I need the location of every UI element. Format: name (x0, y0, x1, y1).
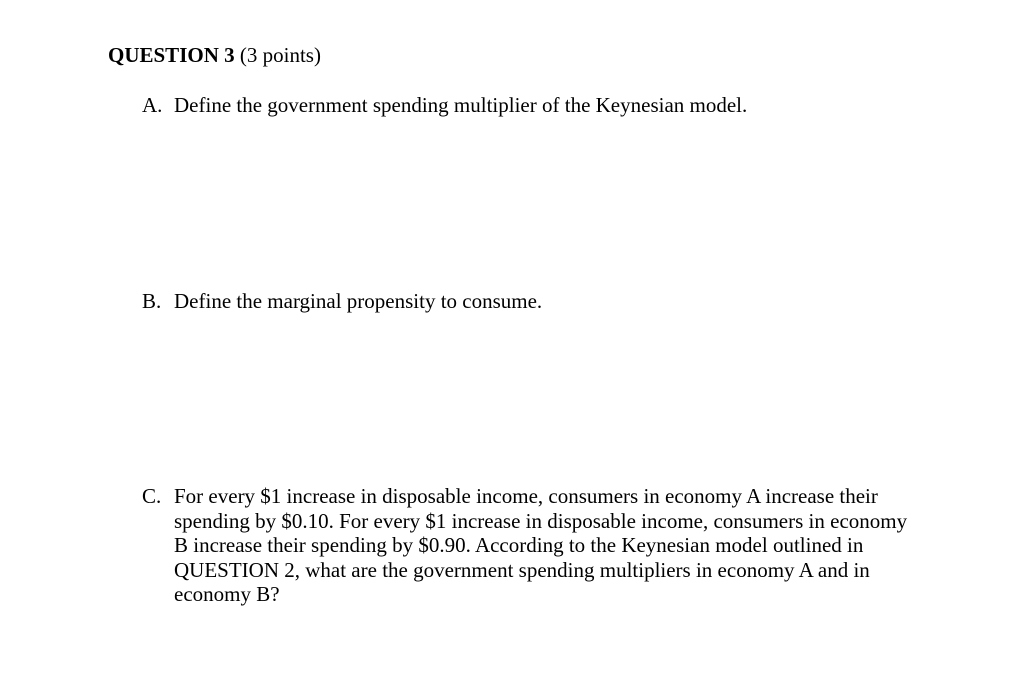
question-number: QUESTION 3 (108, 43, 235, 67)
question-part-a (142, 93, 942, 118)
part-c-label: C. (142, 484, 162, 508)
part-b-text: Define the marginal propensity to consume. (174, 289, 543, 313)
question-part-c (142, 484, 942, 607)
question-points: (3 points) (234, 43, 321, 67)
part-c-text: For every $1 increase in disposable income, consumers in economy A increase their spending by $0.10. For every $1 increase in disposable income, consumers in economy B increase their spending by $0.90. According to the Keynesian model outlined in QUESTION 2, what are the government spending multipliers in economy A and in economy B? (174, 484, 908, 606)
question-part-b (142, 289, 942, 314)
part-b-label: B. (142, 289, 162, 313)
part-a-label: A. (142, 93, 163, 117)
question-heading (108, 42, 321, 68)
part-a-text: Define the government spending multiplier of the Keynesian model. (174, 93, 748, 117)
